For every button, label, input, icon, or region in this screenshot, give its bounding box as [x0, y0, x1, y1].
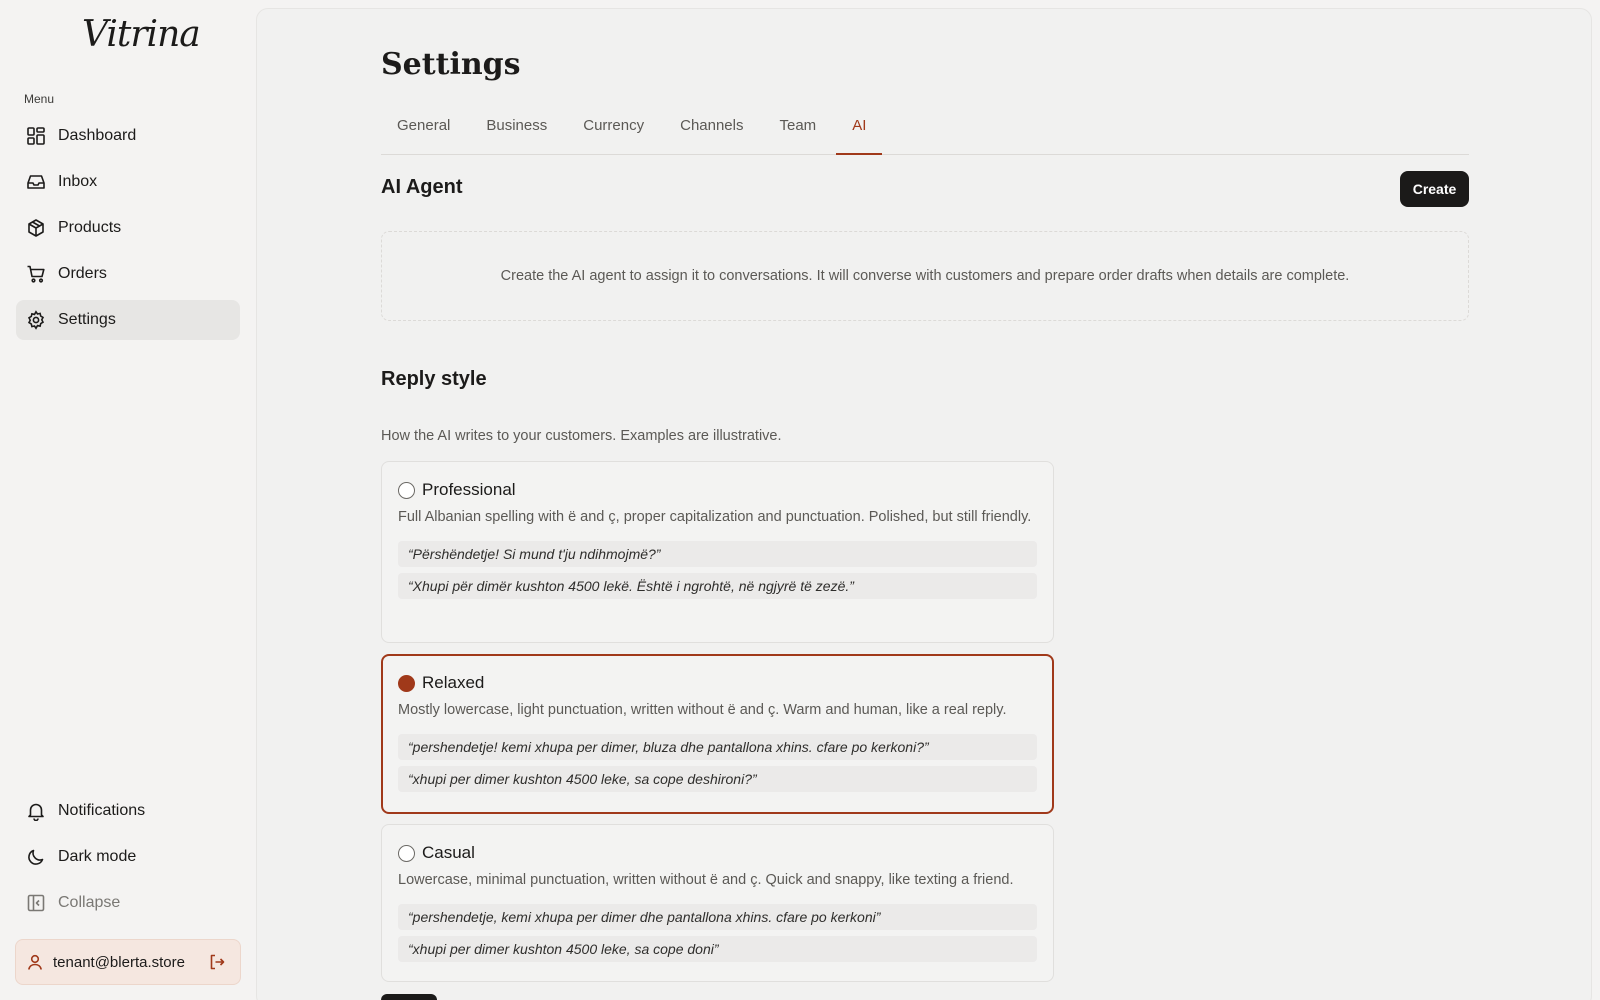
radio-button[interactable]: [398, 845, 415, 862]
example-text: “pershendetje, kemi xhupa per dimer dhe pantallona xhins. cfare po kerkoni”: [398, 904, 1037, 930]
radio-button-selected[interactable]: [398, 675, 415, 692]
dark-mode-label: Dark mode: [58, 848, 137, 865]
ai-agent-title: AI Agent: [381, 176, 463, 198]
tab-currency[interactable]: Currency: [583, 117, 645, 134]
moon-icon: [26, 847, 46, 867]
gear-icon: [26, 310, 46, 330]
sidebar-item-label: Inbox: [58, 173, 98, 190]
sidebar-item-label: Settings: [58, 311, 116, 328]
example-text: “Xhupi për dimër kushton 4500 lekë. Është i ngrohtë, në ngjyrë të zezë.”: [398, 573, 1037, 599]
sidebar: [0, 0, 256, 1000]
sidebar-item-label: Orders: [58, 265, 107, 282]
cart-icon: [26, 264, 46, 284]
box-icon: [26, 218, 46, 238]
logout-icon[interactable]: [208, 953, 226, 971]
sidebar-item-inbox[interactable]: [16, 162, 240, 202]
sidebar-item-products[interactable]: [16, 208, 240, 248]
tab-business[interactable]: Business: [486, 117, 548, 134]
main-nav: [16, 116, 240, 346]
main-panel: [256, 8, 1592, 1000]
tab-team[interactable]: Team: [779, 117, 817, 134]
example-text: “Përshëndetje! Si mund t'ju ndihmojmë?”: [398, 541, 1037, 567]
tab-ai[interactable]: AI: [836, 111, 882, 155]
reply-style-option-casual[interactable]: [381, 824, 1054, 982]
reply-style-option-professional[interactable]: [381, 461, 1054, 643]
example-text: “xhupi per dimer kushton 4500 leke, sa cope doni”: [398, 936, 1037, 962]
empty-state-text: Create the AI agent to assign it to conversations. It will converse with customers and prepare order drafts when details are complete.: [500, 268, 1350, 284]
option-description: Mostly lowercase, light punctuation, written without ë and ç. Warm and human, like a real reply.: [398, 702, 1007, 718]
dark-mode-toggle[interactable]: [16, 837, 240, 877]
reply-style-subtitle: How the AI writes to your customers. Examples are illustrative.: [381, 428, 782, 444]
user-account[interactable]: [15, 939, 241, 985]
tab-general[interactable]: General: [397, 117, 451, 134]
sidebar-item-label: Dashboard: [58, 127, 137, 144]
dashboard-icon: [26, 126, 46, 146]
option-name: Casual: [422, 843, 475, 862]
settings-tabs: [381, 111, 1469, 155]
radio-button[interactable]: [398, 482, 415, 499]
reply-style-title: Reply style: [381, 368, 487, 390]
reply-style-option-relaxed[interactable]: [381, 654, 1054, 814]
example-text: “pershendetje! kemi xhupa per dimer, bluza dhe pantallona xhins. cfare po kerkoni?”: [398, 734, 1037, 760]
save-button-partial[interactable]: [381, 994, 437, 1000]
sidebar-item-settings[interactable]: [16, 300, 240, 340]
notifications-button[interactable]: [16, 791, 240, 831]
sidebar-item-orders[interactable]: [16, 254, 240, 294]
option-description: Lowercase, minimal punctuation, written without ë and ç. Quick and snappy, like texting a friend.: [398, 872, 1014, 888]
user-email: tenant@blerta.store: [53, 953, 185, 971]
option-description: Full Albanian spelling with ë and ç, proper capitalization and punctuation. Polished, but still friendly.: [398, 509, 1032, 525]
bottom-nav: [16, 791, 240, 929]
sidebar-item-dashboard[interactable]: [16, 116, 240, 156]
option-name: Relaxed: [422, 673, 485, 692]
menu-label: Menu: [24, 92, 55, 106]
collapse-button[interactable]: [16, 883, 240, 923]
notifications-label: Notifications: [58, 802, 146, 819]
sidebar-item-label: Products: [58, 219, 122, 236]
create-agent-button[interactable]: Create: [1400, 171, 1469, 207]
bell-icon: [26, 801, 46, 821]
page-title: Settings: [381, 47, 521, 82]
collapse-icon: [26, 893, 46, 913]
brand-logo[interactable]: Vitrina: [82, 14, 200, 55]
ai-agent-empty-state: [381, 231, 1469, 321]
option-name: Professional: [422, 480, 516, 499]
user-icon: [26, 953, 44, 971]
inbox-icon: [26, 172, 46, 192]
collapse-label: Collapse: [58, 894, 121, 911]
tab-channels[interactable]: Channels: [680, 117, 744, 134]
example-text: “xhupi per dimer kushton 4500 leke, sa cope deshironi?”: [398, 766, 1037, 792]
